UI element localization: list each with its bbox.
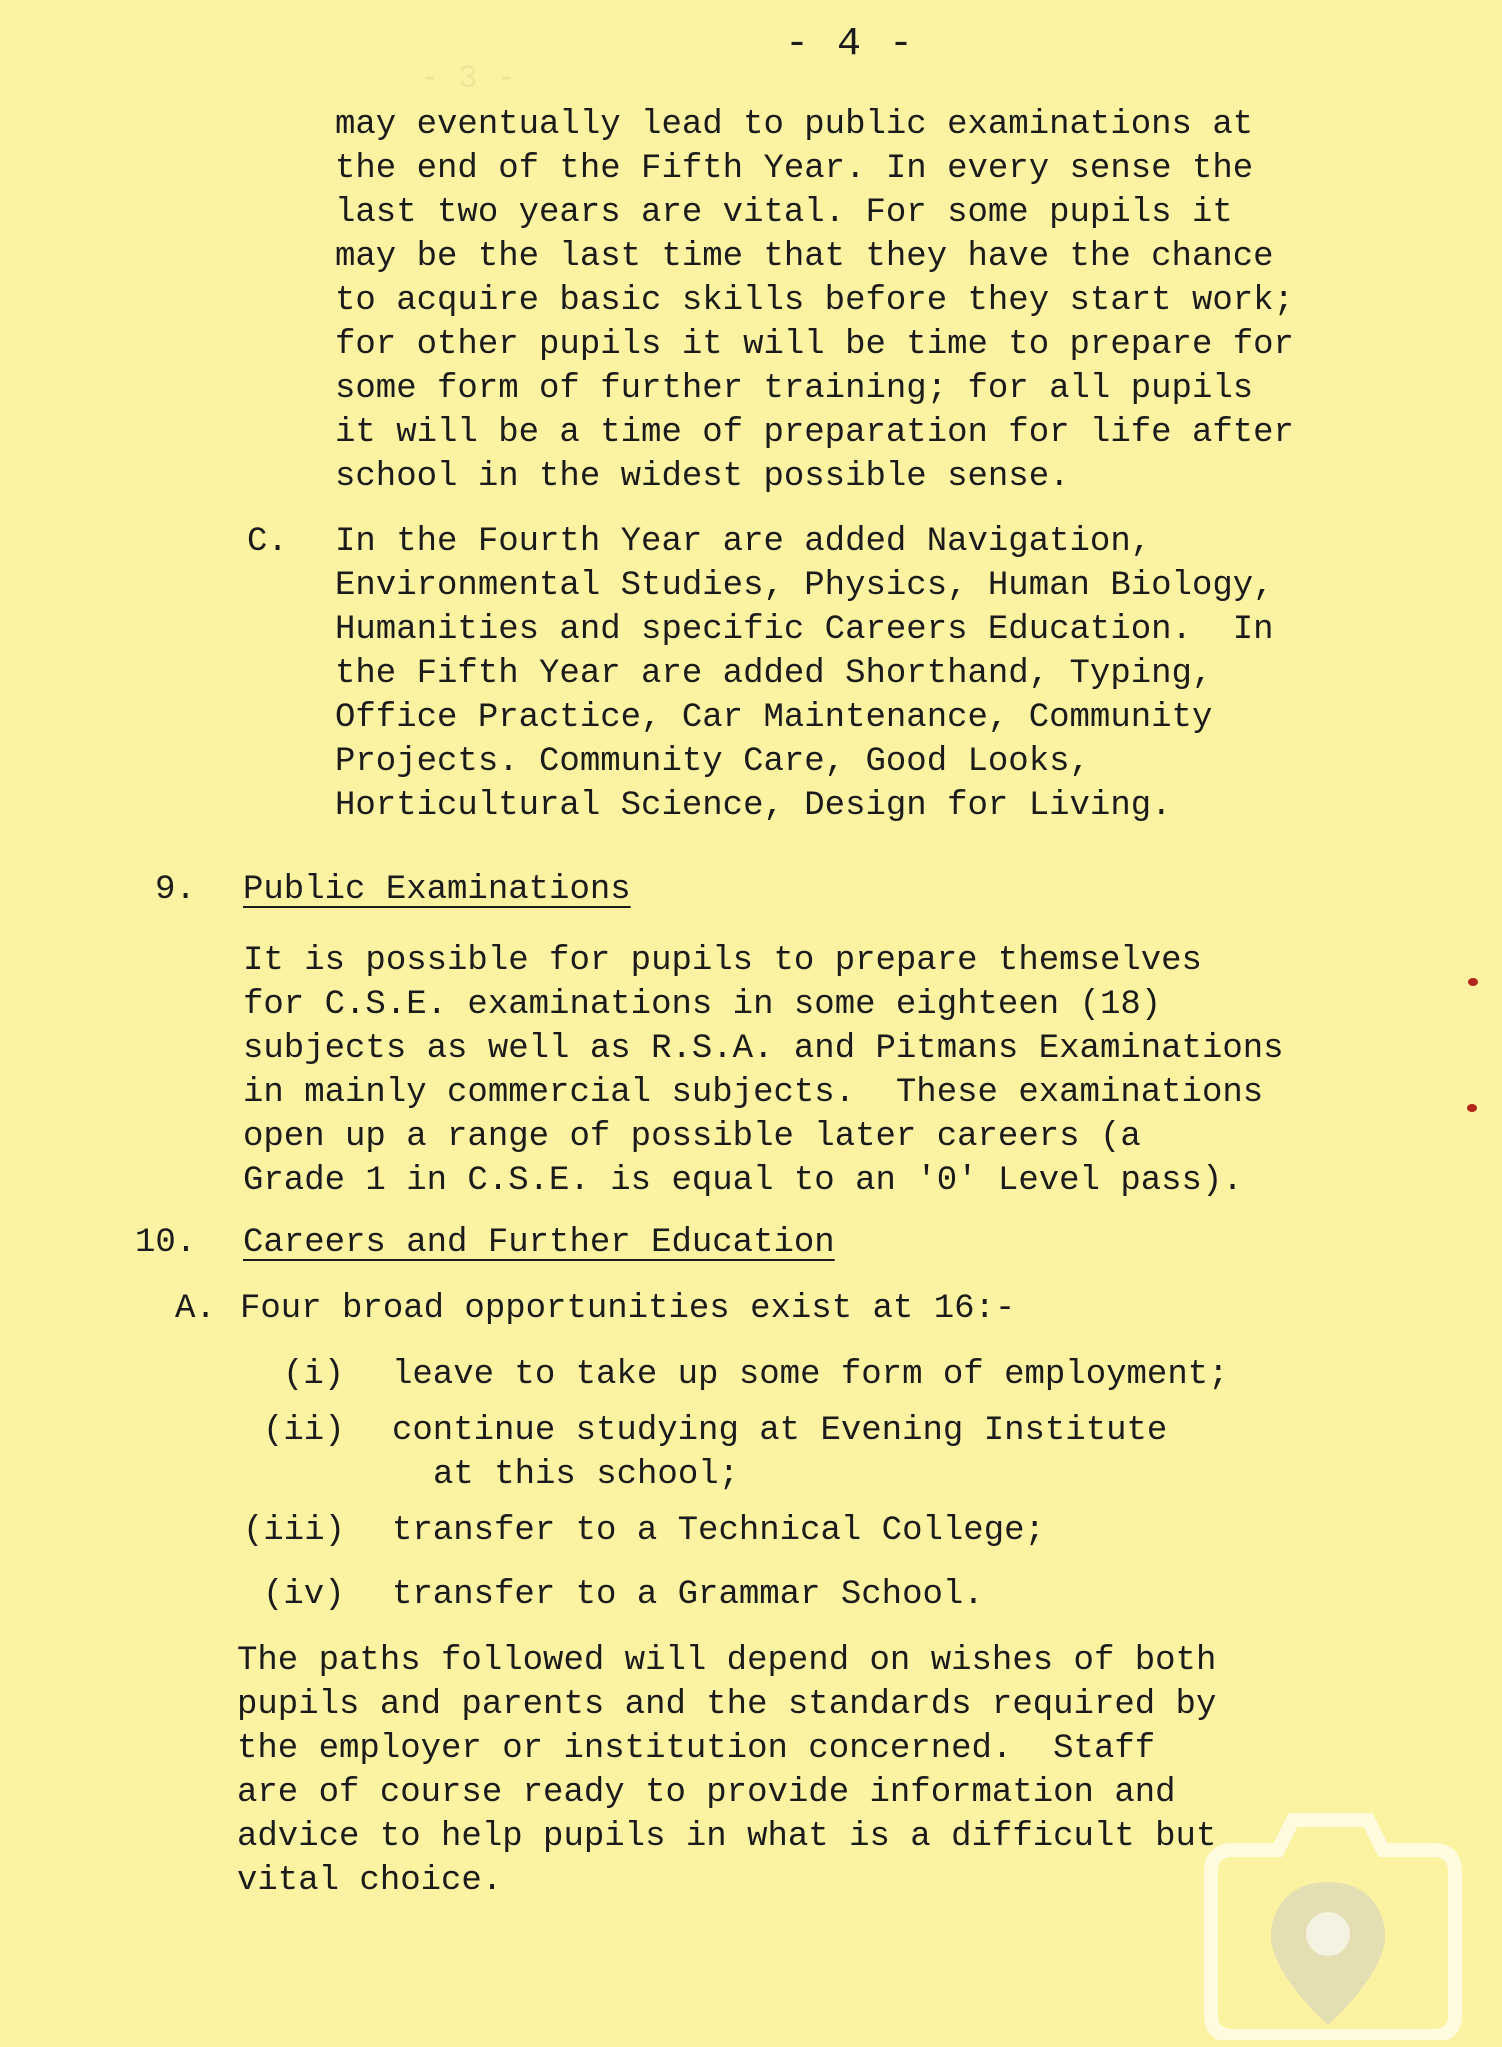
intro-line: school in the widest possible sense.: [335, 458, 1070, 496]
option-number: (i): [283, 1356, 345, 1394]
option-text: transfer to a Grammar School.: [392, 1576, 984, 1614]
section-9-heading: Public Examinations: [243, 871, 631, 909]
section-9-line: It is possible for pupils to prepare themselves: [243, 942, 1202, 980]
intro-line: some form of further training; for all pupils: [335, 370, 1254, 408]
bleed-through-text: - 3 -: [420, 60, 517, 97]
ink-spot: [1468, 978, 1478, 986]
item-c-line: Humanities and specific Careers Education. In: [335, 611, 1274, 649]
intro-line: to acquire basic skills before they start work;: [335, 282, 1294, 320]
closing-line: are of course ready to provide information and: [237, 1774, 1176, 1812]
option-text-continuation: at this school;: [433, 1456, 740, 1494]
option-number: (ii): [263, 1412, 345, 1450]
closing-line: the employer or institution concerned. Staff: [237, 1730, 1156, 1768]
item-a-label: A.: [175, 1290, 216, 1328]
camera-pin-icon: [1193, 1810, 1463, 2040]
option-text: leave to take up some form of employment;: [392, 1356, 1229, 1394]
intro-line: it will be a time of preparation for life after: [335, 414, 1294, 452]
intro-line: for other pupils it will be time to prepare for: [335, 326, 1294, 364]
closing-line: The paths followed will depend on wishes of both: [237, 1642, 1217, 1680]
closing-line: advice to help pupils in what is a difficult but: [237, 1818, 1217, 1856]
section-9-line: open up a range of possible later careers (a: [243, 1118, 1141, 1156]
item-c-line: Environmental Studies, Physics, Human Biology,: [335, 567, 1274, 605]
closing-line: pupils and parents and the standards required by: [237, 1686, 1217, 1724]
page-number: - 4 -: [785, 22, 916, 67]
item-c-label: C.: [247, 523, 288, 561]
section-10-number: 10.: [135, 1224, 197, 1262]
intro-line: may be the last time that they have the chance: [335, 238, 1274, 276]
section-9-line: for C.S.E. examinations in some eighteen (18): [243, 986, 1162, 1024]
option-text: continue studying at Evening Institute: [392, 1412, 1168, 1450]
section-9-number: 9.: [155, 871, 196, 909]
section-9-line: subjects as well as R.S.A. and Pitmans Examinations: [243, 1030, 1284, 1068]
item-c-line: Projects. Community Care, Good Looks,: [335, 743, 1090, 781]
intro-line: last two years are vital. For some pupils it: [335, 194, 1233, 232]
option-number: (iii): [243, 1512, 346, 1550]
item-a-text: Four broad opportunities exist at 16:-: [240, 1290, 1016, 1328]
section-9-line: in mainly commercial subjects. These examinations: [243, 1074, 1264, 1112]
option-number: (iv): [263, 1576, 345, 1614]
item-c-line: Horticultural Science, Design for Living.: [335, 787, 1172, 825]
intro-line: the end of the Fifth Year. In every sense the: [335, 150, 1254, 188]
closing-line: vital choice.: [237, 1862, 503, 1900]
item-c-line: In the Fourth Year are added Navigation,: [335, 523, 1152, 561]
section-10-heading: Careers and Further Education: [243, 1224, 835, 1262]
intro-line: may eventually lead to public examinations at: [335, 106, 1254, 144]
ink-spot: [1467, 1104, 1477, 1112]
section-9-line: Grade 1 in C.S.E. is equal to an '0' Level pass).: [243, 1162, 1243, 1200]
item-c-line: the Fifth Year are added Shorthand, Typing,: [335, 655, 1213, 693]
option-text: transfer to a Technical College;: [392, 1512, 1045, 1550]
item-c-line: Office Practice, Car Maintenance, Community: [335, 699, 1213, 737]
